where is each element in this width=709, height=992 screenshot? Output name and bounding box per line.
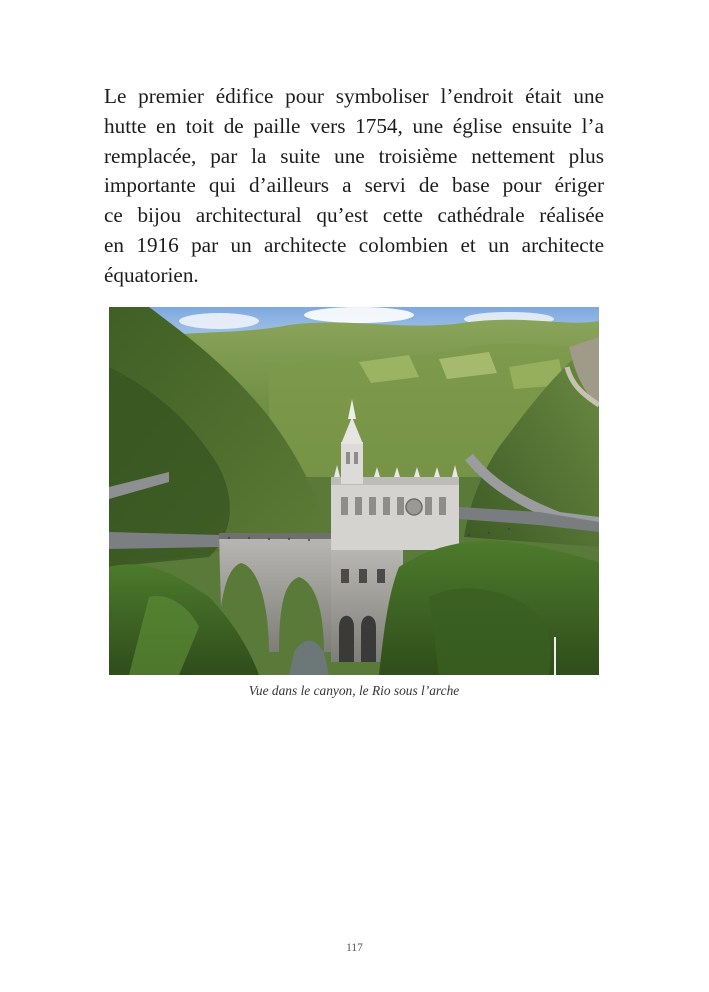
cathedral-photo — [109, 307, 599, 675]
body-paragraph — [104, 82, 604, 291]
cathedral-body — [331, 482, 459, 550]
paragraph-line: Le premier édifice pour symboliser l’endroit était une — [104, 84, 604, 108]
paragraph-line: en 1916 par un architecte colombien et un architecte — [104, 232, 604, 257]
paragraph-line: ce bijou architectural qu’est cette cathédrale réalisée — [104, 203, 604, 228]
figure-caption: Vue dans le canyon, le Rio sous l’arche — [248, 683, 460, 698]
paragraph-line: remplacée, par la suite une troisième nettement plus — [104, 143, 604, 168]
paragraph-line: importante qui d’ailleurs a servi de base pour ériger — [104, 173, 604, 198]
paragraph-line: équatorien. — [104, 262, 199, 287]
page-number: 117 — [346, 942, 363, 954]
paragraph-line: hutte en toit de paille vers 1754, une église ensuite l’a — [104, 113, 604, 138]
